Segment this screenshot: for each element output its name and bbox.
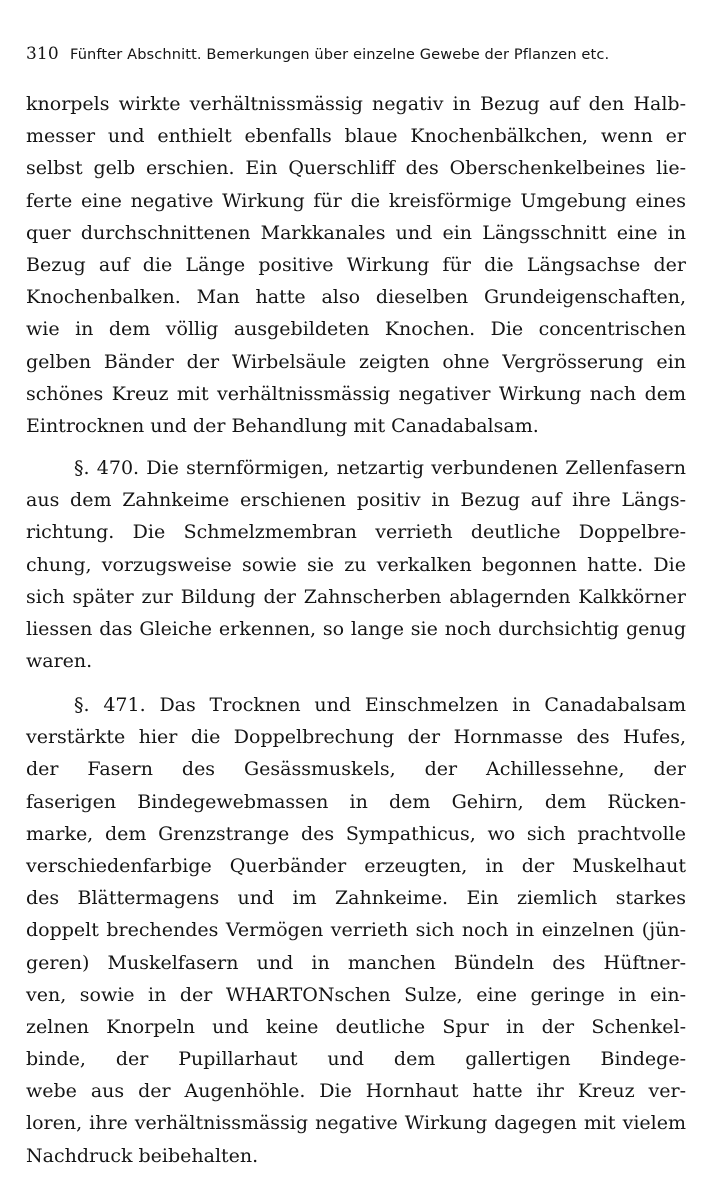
text-line: knorpels wirkte verhältnissmässig negativ in Bezug auf den Halb- <box>26 93 686 115</box>
text-line: Eintrocknen und der Behandlung mit Canadabalsam. <box>26 414 539 437</box>
text-line: doppelt brechendes Vermögen verrieth sich noch in einzelnen (jün- <box>26 919 686 942</box>
text-line: wie in dem völlig ausgebildeten Knochen. Die concentrischen <box>26 318 686 341</box>
text-line: waren. <box>26 650 93 673</box>
section-471-heading-line: §. 471. Das Trocknen und Einschmelzen in Canadabalsam <box>74 694 686 716</box>
text-line: ferte eine negative Wirkung für die kreisförmige Umgebung eines <box>26 189 686 212</box>
paragraph-1 <box>26 88 686 442</box>
text-line: liessen das Gleiche erkennen, so lange sie noch durchsichtig genug <box>26 617 686 640</box>
text-line: aus dem Zahnkeime erschienen positiv in Bezug auf ihre Längs- <box>26 489 686 512</box>
text-line: der Fasern des Gesässmuskels, der Achillessehne, der <box>26 758 686 781</box>
section-470-heading-line: §. 470. Die sternförmigen, netzartig verbundenen Zellenfasern <box>74 457 686 479</box>
text-line: messer und enthielt ebenfalls blaue Knochenbälkchen, wenn er <box>26 125 686 148</box>
page-number: 310 <box>26 44 59 64</box>
text-line: Nachdruck beibehalten. <box>26 1144 259 1167</box>
text-line: selbst gelb erschien. Ein Querschliff des Oberschenkelbeines lie- <box>26 157 686 180</box>
text-line: loren, ihre verhältnissmässig negative Wirkung dagegen mit vielem <box>26 1112 686 1135</box>
text-line: schönes Kreuz mit verhältnissmässig negativer Wirkung nach dem <box>26 382 686 405</box>
text-line: quer durchschnittenen Markkanales und ein Längsschnitt eine in <box>26 221 686 244</box>
page-header <box>26 44 686 64</box>
text-line: zelnen Knorpeln und keine deutliche Spur in der Schenkel- <box>26 1015 686 1038</box>
text-line: Bezug auf die Länge positive Wirkung für die Längsachse der <box>26 253 686 276</box>
text-line: sich später zur Bildung der Zahnscherben ablagernden Kalkkörner <box>26 585 686 608</box>
text-line: geren) Muskelfasern und in manchen Bündeln des Hüftner- <box>26 951 686 974</box>
paragraph-470 <box>26 452 686 677</box>
text-line: gelben Bänder der Wirbelsäule zeigten ohne Vergrösserung ein <box>26 350 686 373</box>
text-line: Knochenbalken. Man hatte also dieselben Grundeigenschaften, <box>26 286 686 309</box>
running-head: Fünfter Abschnitt. Bemerkungen über einzelne Gewebe der Pflanzen etc. <box>70 46 610 63</box>
text-line: verstärkte hier die Doppelbrechung der Hornmasse des Hufes, <box>26 726 686 749</box>
text-line: faserigen Bindegewebmassen in dem Gehirn, dem Rücken- <box>26 790 686 813</box>
text-line: ven, sowie in der WHARTONschen Sulze, eine geringe in ein- <box>26 983 686 1006</box>
text-line: webe aus der Augenhöhle. Die Hornhaut hatte ihr Kreuz ver- <box>26 1080 686 1103</box>
text-line: binde, der Pupillarhaut und dem gallertigen Bindege- <box>26 1048 686 1071</box>
text-line: des Blättermagens und im Zahnkeime. Ein ziemlich starkes <box>26 887 686 910</box>
text-line: marke, dem Grenzstrange des Sympathicus, wo sich prachtvolle <box>26 822 686 845</box>
text-line: chung, vorzugsweise sowie sie zu verkalken begonnen hatte. Die <box>26 553 686 576</box>
text-line: verschiedenfarbige Querbänder erzeugten, in der Muskelhaut <box>26 854 686 877</box>
paragraph-471 <box>26 689 686 1172</box>
text-line: richtung. Die Schmelzmembran verrieth deutliche Doppelbre- <box>26 521 686 544</box>
